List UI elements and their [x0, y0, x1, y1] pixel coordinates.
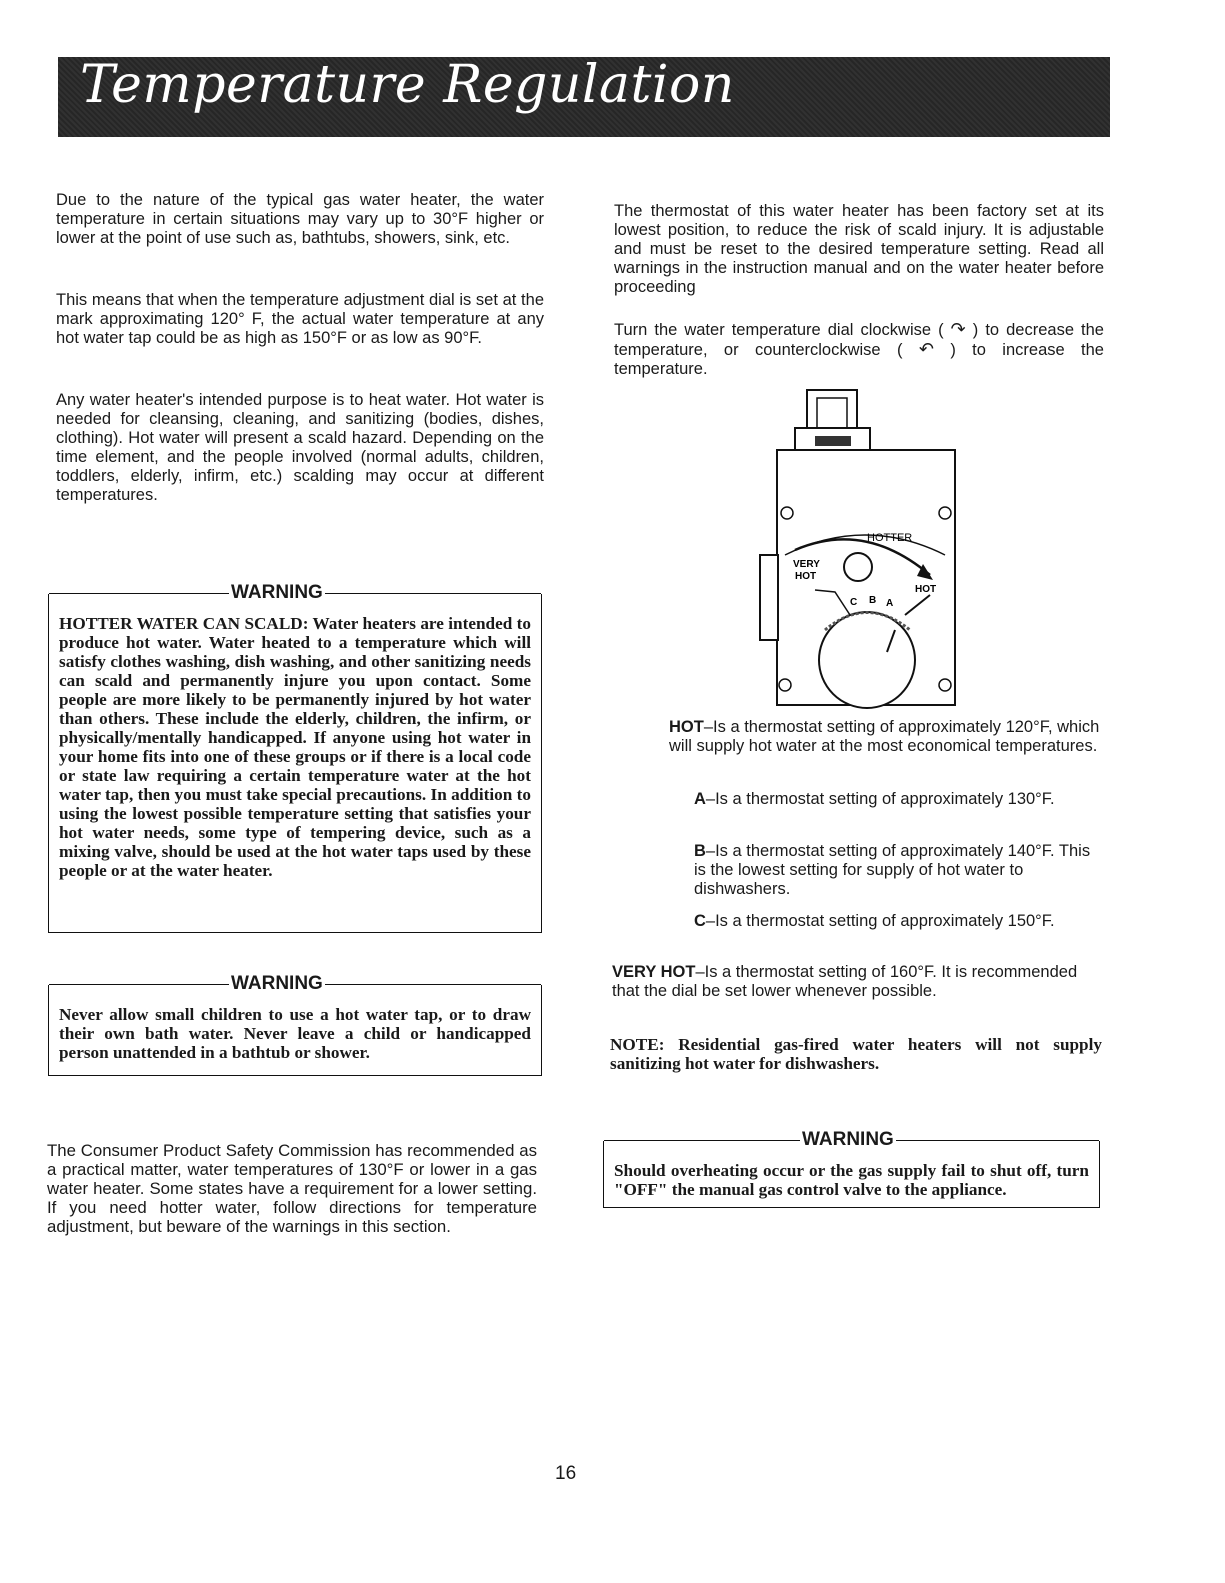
warning-title: WARNING	[231, 973, 323, 994]
turn-text-a: Turn the water temperature dial clockwise (	[614, 321, 944, 339]
dial-label-hotter: HOTTER	[867, 532, 913, 544]
warning-box-scald	[48, 582, 542, 933]
dial-label-c: C	[850, 597, 858, 608]
setting-text: –Is a thermostat setting of approximately 130°F.	[705, 790, 1055, 808]
warning-text-overheating: Should overheating occur or the gas supply fail to shut off, turn "OFF" the manual gas control valve to the appliance.	[614, 1161, 1089, 1199]
setting-c	[694, 912, 1102, 931]
factory-set-paragraph: The thermostat of this water heater has been factory set at its lowest position, to reduce the risk of scald injury. It is adjustable and must be reset to the desired temperature setting. Read all warnings in the instruction manual and on the water heater before proceeding	[614, 202, 1104, 296]
setting-term: HOT	[669, 718, 704, 736]
setting-term: VERY HOT	[612, 963, 696, 981]
dial-label-hot: HOT	[915, 584, 937, 595]
page-title: Temperature Regulation	[80, 55, 735, 115]
gas-valve-knob-illustration	[795, 390, 870, 450]
dial-label-a: A	[886, 598, 894, 609]
dial-paragraph: This means that when the temperature adjustment dial is set at the mark approximating 120° F, the actual water temperature at any hot water tap could be as high as 150°F or as low as 90°F.	[56, 291, 544, 347]
setting-term: B	[694, 842, 706, 860]
turn-text-b: ) to decrease the temperature, or counterclockwise (	[614, 321, 1104, 359]
screw-icon	[779, 679, 791, 691]
setting-term: A	[694, 790, 706, 808]
turn-text-c: ) to increase the temperature.	[614, 341, 1104, 378]
counterclockwise-arrow-icon: ↶	[918, 339, 934, 359]
turn-dial-paragraph	[614, 320, 1104, 379]
cpsc-paragraph: The Consumer Product Safety Commission has recommended as a practical matter, water temperatures of 130°F or lower in a gas water heater. Some states have a requirement for a lower setting. If you need hotter water, follow directions for temperature adjustment, but beware of the warnings in this section.	[47, 1141, 537, 1236]
dial-label-b: B	[869, 595, 877, 606]
setting-text: –Is a thermostat setting of approximately 120°F, which will supply hot water at the most economical temperatures.	[669, 718, 1100, 755]
warning-text-scald: HOTTER WATER CAN SCALD: Water heaters are intended to produce hot water. Water heated to a temperature which will satisfy clothes washing, dish washing, and other sanitizing needs can scald and permanently injure you upon contact. Some people are more likely to be permanently injured by hot water than others. These include the elderly, children, the infirm, or physically/mentally handicapped. If anyone using hot water in your home fits into one of these groups or if there is a local code or state law requiring a certain temperature water at the hot water tap, then you must take special precautions. In addition to using the lowest possible temperature setting that satisfies your hot water needs, some type of tempering device, such as a mixing valve, should be used at the hot water taps used by these people or at the water heater.	[59, 614, 531, 880]
title-banner	[58, 57, 1110, 137]
dishwasher-note: NOTE: Residential gas-fired water heaters will not supply sanitizing hot water for dishwashers.	[610, 1035, 1102, 1073]
warning-box-children	[48, 973, 542, 1076]
screw-icon	[781, 507, 793, 519]
setting-a	[694, 790, 1102, 809]
thermostat-diagram	[755, 380, 970, 710]
page-number: 16	[555, 1463, 577, 1484]
warning-text-children: Never allow small children to use a hot water tap, or to draw their own bath water. Never leave a child or handicapped person unattended in a bathtub or shower.	[59, 1005, 531, 1062]
dial-label-very: VERY	[793, 559, 820, 570]
setting-text: –Is a thermostat setting of 160°F. It is recommended that the dial be set lower whenever possible.	[612, 963, 1078, 1000]
setting-hot	[669, 718, 1102, 756]
warning-title: WARNING	[802, 1129, 894, 1150]
warning-title: WARNING	[231, 582, 323, 603]
setting-text: –Is a thermostat setting of approximately 150°F.	[705, 912, 1055, 930]
purpose-paragraph: Any water heater's intended purpose is to heat water. Hot water is needed for cleansing, cleaning, and sanitizing (bodies, dishes, clothing). Hot water will present a scald hazard. Depending on the time element, and the people involved (normal adults, children, toddlers, elderly, infirm, etc.) scalding may occur at different temperatures.	[56, 391, 544, 504]
setting-term: C	[694, 912, 706, 930]
intro-paragraph: Due to the nature of the typical gas water heater, the water temperature in certain situations may vary up to 30°F higher or lower at the point of use such as, bathtubs, showers, sink, etc.	[56, 191, 544, 247]
clockwise-arrow-icon: ↷	[950, 319, 966, 339]
setting-very-hot	[612, 963, 1102, 1001]
dial-label-very-hot: HOT	[795, 571, 817, 582]
screw-icon	[939, 507, 951, 519]
setting-b	[694, 842, 1102, 899]
setting-text: –Is a thermostat setting of approximately 140°F. This is the lowest setting for supply of hot water to dishwashers.	[694, 842, 1091, 898]
warning-box-overheating	[603, 1129, 1100, 1208]
temperature-dial	[819, 612, 915, 708]
screw-icon	[939, 679, 951, 691]
